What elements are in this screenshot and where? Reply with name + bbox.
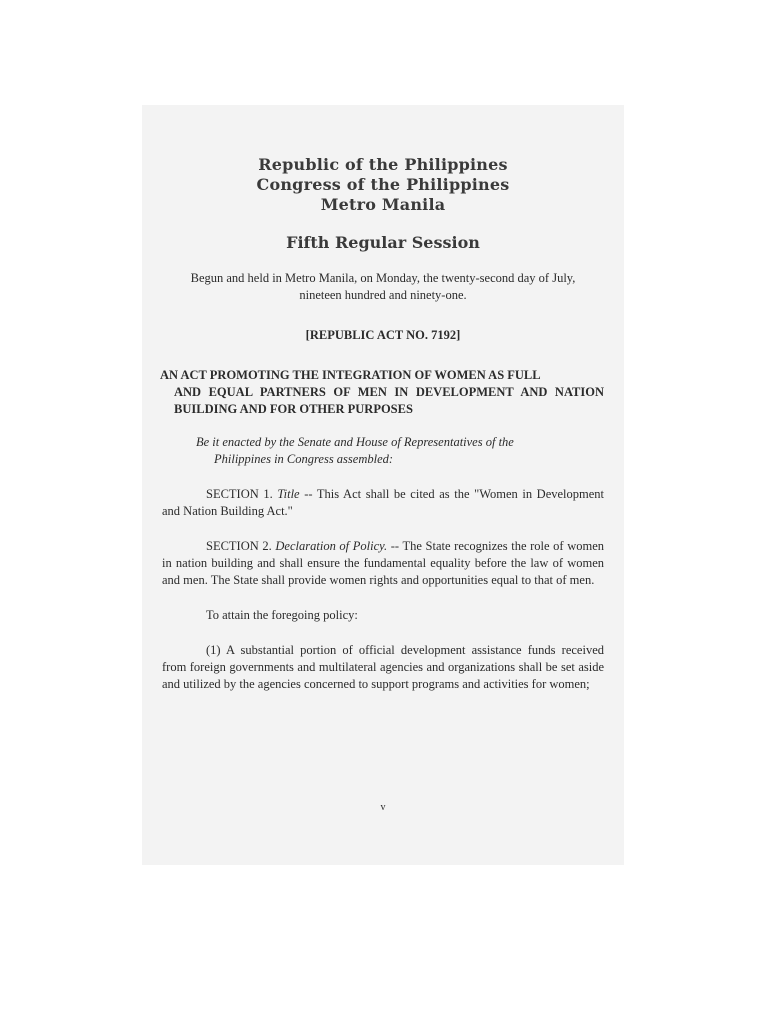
section-1-heading: Title — [277, 487, 300, 501]
policy-intro: To attain the foregoing policy: — [206, 608, 358, 622]
header-republic: Republic of the Philippines — [258, 155, 508, 174]
enacting-clause-line2: Philippines in Congress assembled: — [214, 452, 394, 466]
act-title — [160, 367, 604, 418]
act-title-line2: AND EQUAL PARTNERS OF MEN IN DEVELOPMENT AND NATION BUILDING AND FOR OTHER PURPOSES — [174, 385, 604, 416]
section-1 — [162, 486, 604, 520]
act-number: [REPUBLIC ACT NO. 7192] — [305, 328, 461, 342]
header-congress: Congress of the Philippines — [256, 175, 510, 194]
page-number: v — [380, 802, 386, 813]
section-2 — [162, 538, 604, 589]
begun-statement: Begun and held in Metro Manila, on Monday, the twenty-second day of July, nineteen hundred and ninety-one. — [190, 271, 576, 302]
section-2-heading: Declaration of Policy. — [275, 539, 388, 553]
document-page — [142, 105, 624, 865]
section-2-text: -- The State recognizes the role of women in nation building and shall ensure the fundamental equality before the law of women and men. The State shall provide women rights and opportunities equal to that of men. — [162, 539, 604, 587]
section-1-label: SECTION 1. — [206, 487, 273, 501]
document-content — [162, 155, 604, 693]
header-metro-manila: Metro Manila — [320, 195, 446, 214]
act-title-line1: AN ACT PROMOTING THE INTEGRATION OF WOMEN AS FULL — [160, 368, 541, 382]
session-title: Fifth Regular Session — [286, 233, 480, 252]
enacting-clause — [162, 434, 604, 468]
policy-item-1: (1) A substantial portion of official development assistance funds received from foreign governments and multilateral agencies and organizations shall be set aside and utilized by the agencies concerned to support programs and activities for women; — [162, 643, 604, 691]
section-2-label: SECTION 2. — [206, 539, 272, 553]
enacting-clause-line1: Be it enacted by the Senate and House of Representatives of the — [196, 435, 514, 449]
section-1-text: -- This Act shall be cited as the "Women in Development and Nation Building Act." — [162, 487, 605, 518]
